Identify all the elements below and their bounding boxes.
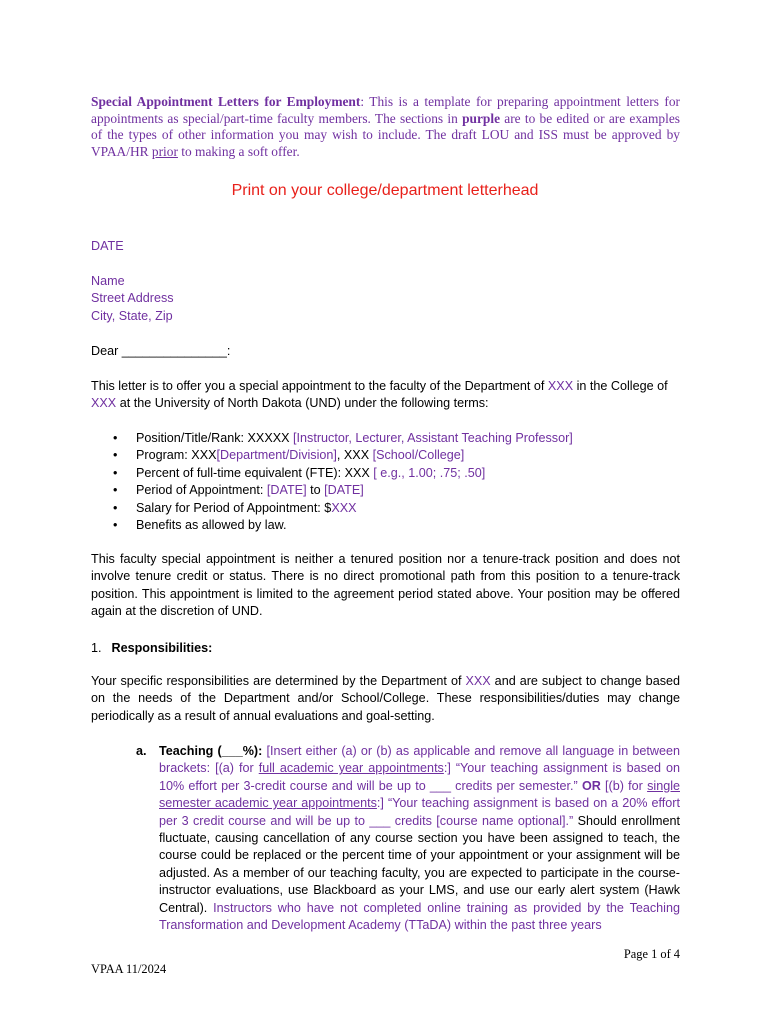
intro-text: : This is a template for preparing appointment letters for appointments as special/part-time faculty members. The sections in (91, 94, 680, 126)
bullet: • (113, 500, 118, 515)
offer-text: at the University of North Dakota (UND) under the following terms: (116, 396, 489, 411)
letterhead-instruction: Print on your college/department letterhead (231, 182, 539, 199)
college-placeholder: XXX (91, 396, 117, 411)
teaching-text: :] “Your teaching assignment is based on a 20% effort per 3 credit course and will be up to ___ credits [course name optional].” (159, 796, 681, 828)
term-placeholder: [Department/Division] (216, 448, 337, 463)
address-name: Name (91, 274, 125, 288)
bullet: • (113, 431, 118, 445)
date-line: DATE (91, 239, 124, 253)
offer-text: This letter is to offer you a special appointment to the faculty of the Department of (91, 379, 548, 393)
responsibilities-paragraph (91, 673, 680, 725)
term-placeholder: [DATE] (324, 483, 364, 498)
teaching-heading: Teaching (___%): (159, 744, 263, 758)
list-item (91, 500, 680, 517)
offer-text: in the College of (573, 379, 668, 393)
term-label: to (306, 483, 325, 498)
list-item (91, 482, 680, 499)
term-placeholder: [ e.g., 1.00; .75; .50] (373, 465, 486, 480)
intro-paragraph (91, 94, 680, 160)
list-item (91, 447, 680, 464)
resp-text: Your specific responsibilities are determined by the Department of (91, 674, 466, 688)
bullet: • (113, 518, 118, 533)
term-label: Program: XXX (136, 448, 217, 463)
term-label: Period of Appointment: (136, 483, 267, 498)
teaching-text: [Insert either (a) or (b) as applicable and remove all language in between brackets: [(a) for (159, 744, 680, 776)
term-placeholder: [School/College] (372, 448, 465, 463)
list-item (91, 430, 680, 447)
salutation: Dear _______________: (91, 344, 231, 358)
intro-title: Special Appointment Letters for Employment (91, 94, 361, 109)
teaching-text: Instructors who have not completed online training as provided by the Teaching Transformation and Development Academy (TTaDA) within the past three years (159, 900, 680, 933)
term-label: Salary for Period of Appointment: $ (136, 500, 332, 515)
term-label: , XXX (336, 448, 373, 463)
recipient-address (91, 273, 680, 325)
term-placeholder: XXX (331, 500, 357, 515)
list-item (91, 465, 680, 482)
section-title: Responsibilities: (111, 641, 213, 655)
section-number: 1. (91, 641, 102, 655)
nontenure-paragraph: This faculty special appointment is neither a tenured position nor a tenure-track position and does not involve tenure credit or status. There is no direct promotional path from this position to a tenure-track position. This appointment is limited to the agreement period stated above. Your position may be offered again at the discretion of UND. (91, 552, 680, 619)
term-placeholder: [DATE] (266, 483, 307, 498)
department-placeholder: XXX (547, 379, 574, 393)
section-heading (91, 640, 212, 657)
teaching-text: Should enrollment fluctuate, causing cancellation of any course section you have been assigned to teach, the course could be replaced or the percent time of your appointment or your assignment will be adjusted. As a member of our teaching faculty, you are expected to participate in the course-instructor evaluations, use Blackboard as your LMS, and use our early alert system (Hawk Central). (159, 813, 680, 915)
intro-prior: prior (151, 143, 178, 159)
teaching-text: :] “Your teaching assignment is based on 10% effort per 3-credit course and will be up to ___ credits per semester.” (159, 761, 680, 793)
document-id: VPAA 11/2024 (91, 962, 167, 976)
resp-text: and are subject to change based on the needs of the Department and/or School/College. These responsibilities/duties may change periodically as a result of annual evaluations and goal-setting. (91, 674, 680, 723)
bullet: • (113, 465, 118, 480)
term-label: Benefits as allowed by law. (136, 518, 287, 533)
offer-paragraph (91, 378, 680, 413)
bullet: • (113, 483, 118, 498)
teaching-text: [(b) for (600, 778, 648, 793)
list-item (91, 517, 680, 534)
intro-purple-word: purple (462, 110, 501, 126)
bullet: • (113, 448, 118, 463)
intro-text: to making a soft offer. (177, 143, 300, 159)
subsection-label: a. (136, 744, 147, 758)
teaching-text: single semester academic year appointments (159, 778, 680, 811)
department-placeholder: XXX (465, 674, 491, 688)
address-street: Street Address (91, 291, 174, 306)
term-label: Position/Title/Rank: XXXXX (136, 431, 294, 445)
teaching-or: OR (581, 778, 601, 793)
terms-list (91, 430, 680, 534)
teaching-paragraph (159, 743, 680, 934)
intro-text: are to be edited or are examples of the types of other information you may wish to include. The draft LOU and ISS must be approved by VPAA/HR (91, 110, 680, 159)
term-placeholder: [Instructor, Lecturer, Assistant Teaching Professor] (293, 431, 573, 445)
address-city: City, State, Zip (91, 308, 173, 323)
teaching-text: full academic year appointments (258, 761, 444, 776)
term-label: Percent of full-time equivalent (FTE): XXX (136, 465, 374, 480)
page-number: Page 1 of 4 (623, 947, 680, 961)
